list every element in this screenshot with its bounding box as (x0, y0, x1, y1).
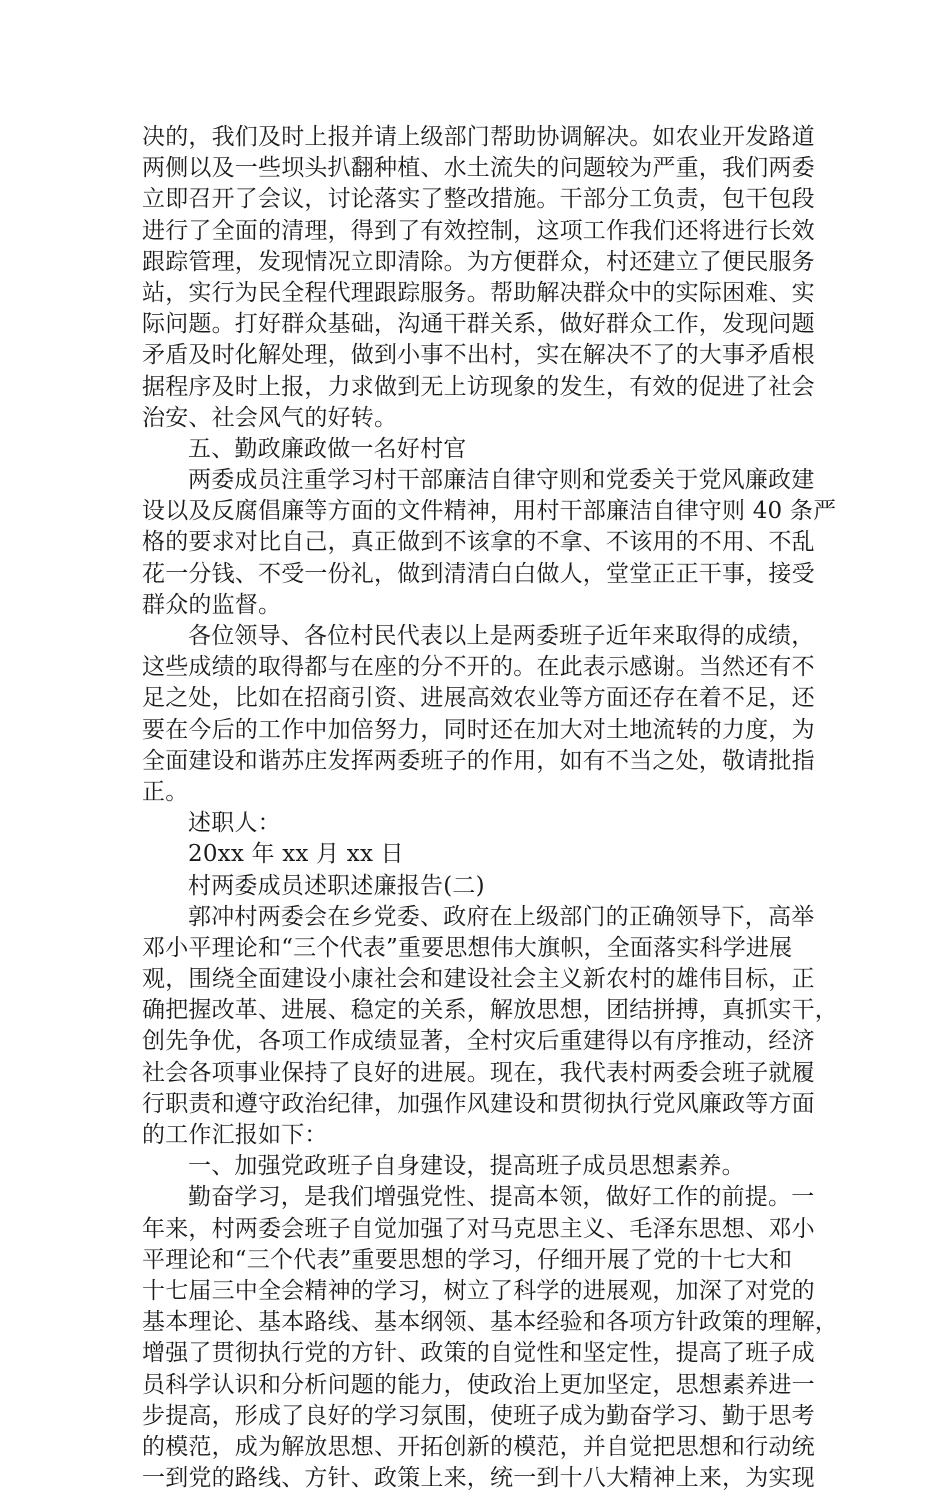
text-line: 村两委成员述职述廉报告(二) (188, 872, 485, 899)
text-line: 这些成绩的取得都与在座的分不开的。在此表示感谢。当然还有不 (142, 654, 815, 681)
text-line: 格的要求对比自己，真正做到不该拿的不拿、不该用的不用、不乱 (142, 529, 815, 556)
text-line: 两侧以及一些坝头扒翻种植、水土流失的问题较为严重，我们两委 (142, 155, 815, 182)
text-line: 十七届三中全会精神的学习，树立了科学的进展观，加深了对党的 (142, 1277, 815, 1304)
text-line: 勤奋学习，是我们增强党性、提高本领，做好工作的前提。一 (188, 1184, 815, 1211)
document-body (142, 122, 838, 1494)
text-line: 花一分钱、不受一份礼，做到清清白白做人，堂堂正正干事，接受 (142, 560, 815, 587)
text-line: 社会各项事业保持了良好的进展。现在，我代表村两委会班子就履 (142, 1059, 815, 1086)
text-line: 的模范，成为解放思想、开拓创新的模范，并自觉把思想和行动统 (142, 1433, 815, 1460)
text-line: 确把握改革、进展、稳定的关系，解放思想，团结拼搏，真抓实干， (142, 997, 838, 1024)
text-line: 据程序及时上报，力求做到无上访现象的发生，有效的促进了社会 (142, 373, 815, 400)
text-line: 两委成员注重学习村干部廉洁自律守则和党委关于党风廉政建 (188, 467, 815, 494)
text-line: 增强了贯彻执行党的方针、政策的自觉性和坚定性，提高了班子成 (142, 1340, 815, 1367)
text-line: 立即召开了会议，讨论落实了整改措施。干部分工负责，包干包段 (142, 186, 815, 213)
text-line: 正。 (142, 778, 189, 805)
text-line: 述职人： (188, 810, 281, 837)
text-line: 要在今后的工作中加倍努力，同时还在加大对土地流转的力度，为 (142, 716, 815, 743)
text-line: 全面建设和谐苏庄发挥两委班子的作用，如有不当之处，敬请批指 (142, 747, 815, 774)
text-line: 足之处，比如在招商引资、进展高效农业等方面还存在着不足，还 (142, 685, 815, 712)
text-line: 邓小平理论和“三个代表”重要思想伟大旗帜，全面落实科学进展 (142, 934, 793, 961)
text-line: 行职责和遵守政治纪律，加强作风建设和贯彻执行党风廉政等方面 (142, 1090, 815, 1117)
text-line: 基本理论、基本路线、基本纲领、基本经验和各项方针政策的理解， (142, 1309, 838, 1336)
text-line: 站，实行为民全程代理跟踪服务。帮助解决群众中的实际困难、实 (142, 279, 815, 306)
text-line: 际问题。打好群众基础，沟通干群关系，做好群众工作，发现问题 (142, 311, 815, 338)
text-line: 五、勤政廉政做一名好村官 (188, 435, 467, 462)
text-line: 一、加强党政班子自身建设，提高班子成员思想素养。 (188, 1153, 745, 1180)
text-line: 矛盾及时化解处理，做到小事不出村，实在解决不了的大事矛盾根 (142, 342, 815, 369)
text-line: 各位领导、各位村民代表以上是两委班子近年来取得的成绩， (188, 623, 815, 649)
text-line: 年来，村两委会班子自觉加强了对马克思主义、毛泽东思想、邓小 (142, 1215, 815, 1242)
text-line: 员科学认识和分析问题的能力，使政治上更加坚定，思想素养进一 (142, 1371, 815, 1398)
text-line: 步提高，形成了良好的学习氛围，使班子成为勤奋学习、勤于思考 (142, 1402, 815, 1429)
text-line: 20xx 年 xx 月 xx 日 (188, 841, 404, 868)
text-line: 设以及反腐倡廉等方面的文件精神，用村干部廉洁自律守则 40 条严 (142, 498, 837, 525)
text-line: 跟踪管理，发现情况立即清除。为方便群众，村还建立了便民服务 (142, 248, 815, 275)
text-line: 创先争优，各项工作成绩显著，全村灾后重建得以有序推动，经济 (142, 1028, 815, 1055)
text-line: 决的，我们及时上报并请上级部门帮助协调解决。如农业开发路道 (142, 124, 815, 150)
text-line: 治安、社会风气的好转。 (142, 404, 398, 431)
text-line: 一到党的路线、方针、政策上来，统一到十八大精神上来，为实现 (142, 1465, 815, 1492)
text-line: 群众的监督。 (142, 591, 282, 618)
text-line: 的工作汇报如下： (142, 1122, 328, 1148)
text-line: 郭冲村两委会在乡党委、政府在上级部门的正确领导下，高举 (188, 903, 815, 930)
text-line: 观，围绕全面建设小康社会和建设社会主义新农村的雄伟目标，正 (142, 966, 815, 993)
text-line: 进行了全面的清理，得到了有效控制，这项工作我们还将进行长效 (142, 217, 815, 244)
text-line: 平理论和“三个代表”重要思想的学习，仔细开展了党的十七大和 (142, 1246, 793, 1273)
